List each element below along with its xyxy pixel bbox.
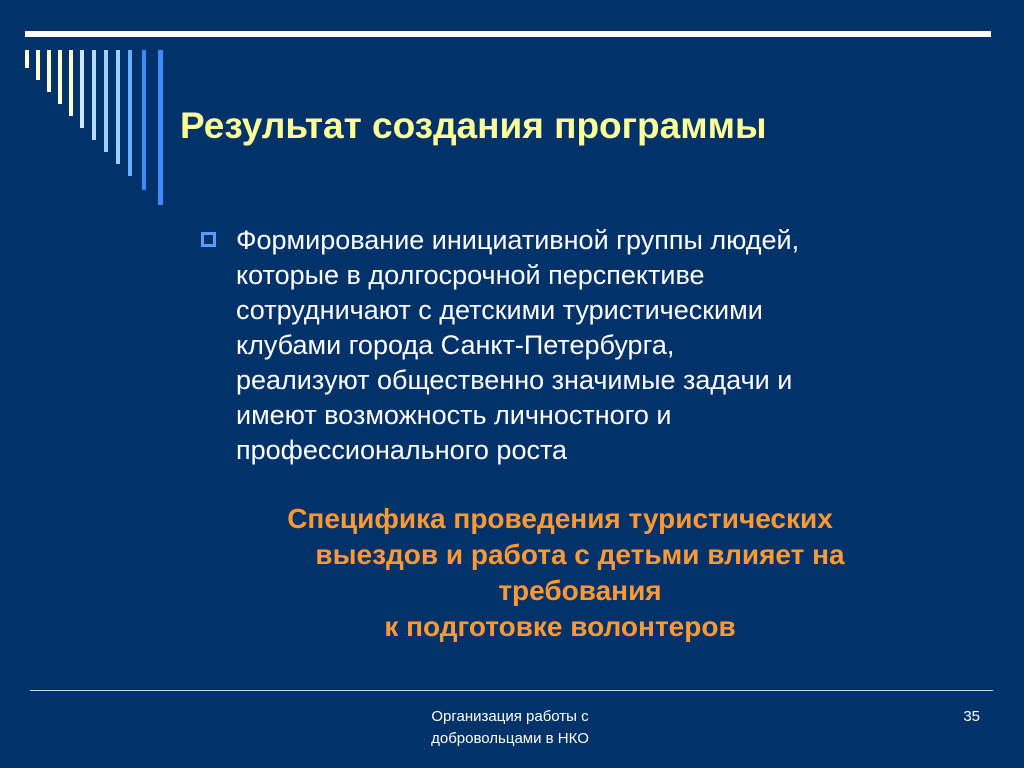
footer-caption (380, 706, 640, 750)
bullet-line: реализуют общественно значимые задачи и (236, 365, 793, 395)
bullet-line: имеют возможность личностного и (236, 400, 672, 430)
slide-title: Результат создания программы (180, 105, 767, 146)
bullet-line: клубами города Санкт-Петербурга, (236, 330, 675, 360)
footer-rule (30, 690, 993, 691)
bullet-line: Формирование инициативной группы людей, (236, 225, 800, 255)
accent-line: требования (498, 575, 662, 606)
bullet-line: которые в долгосрочной перспективе (236, 260, 705, 290)
bullet-line: профессионального роста (236, 435, 568, 465)
accent-line: Специфика проведения туристических (287, 503, 833, 534)
page-number: 35 (963, 708, 980, 725)
accent-statement (150, 501, 970, 645)
accent-line: выездов и работа с детьми влияет на (315, 539, 845, 570)
hollow-square-bullet-icon (201, 232, 216, 247)
footer-line: добровольцами в НКО (431, 730, 589, 747)
bullet-line: сотрудничают с детскими туристическими (236, 295, 763, 325)
bullet-text (236, 223, 981, 468)
accent-line: к подготовке волонтеров (384, 611, 736, 642)
decorative-bars-icon (0, 0, 170, 210)
footer-line: Организация работы с (431, 708, 589, 725)
